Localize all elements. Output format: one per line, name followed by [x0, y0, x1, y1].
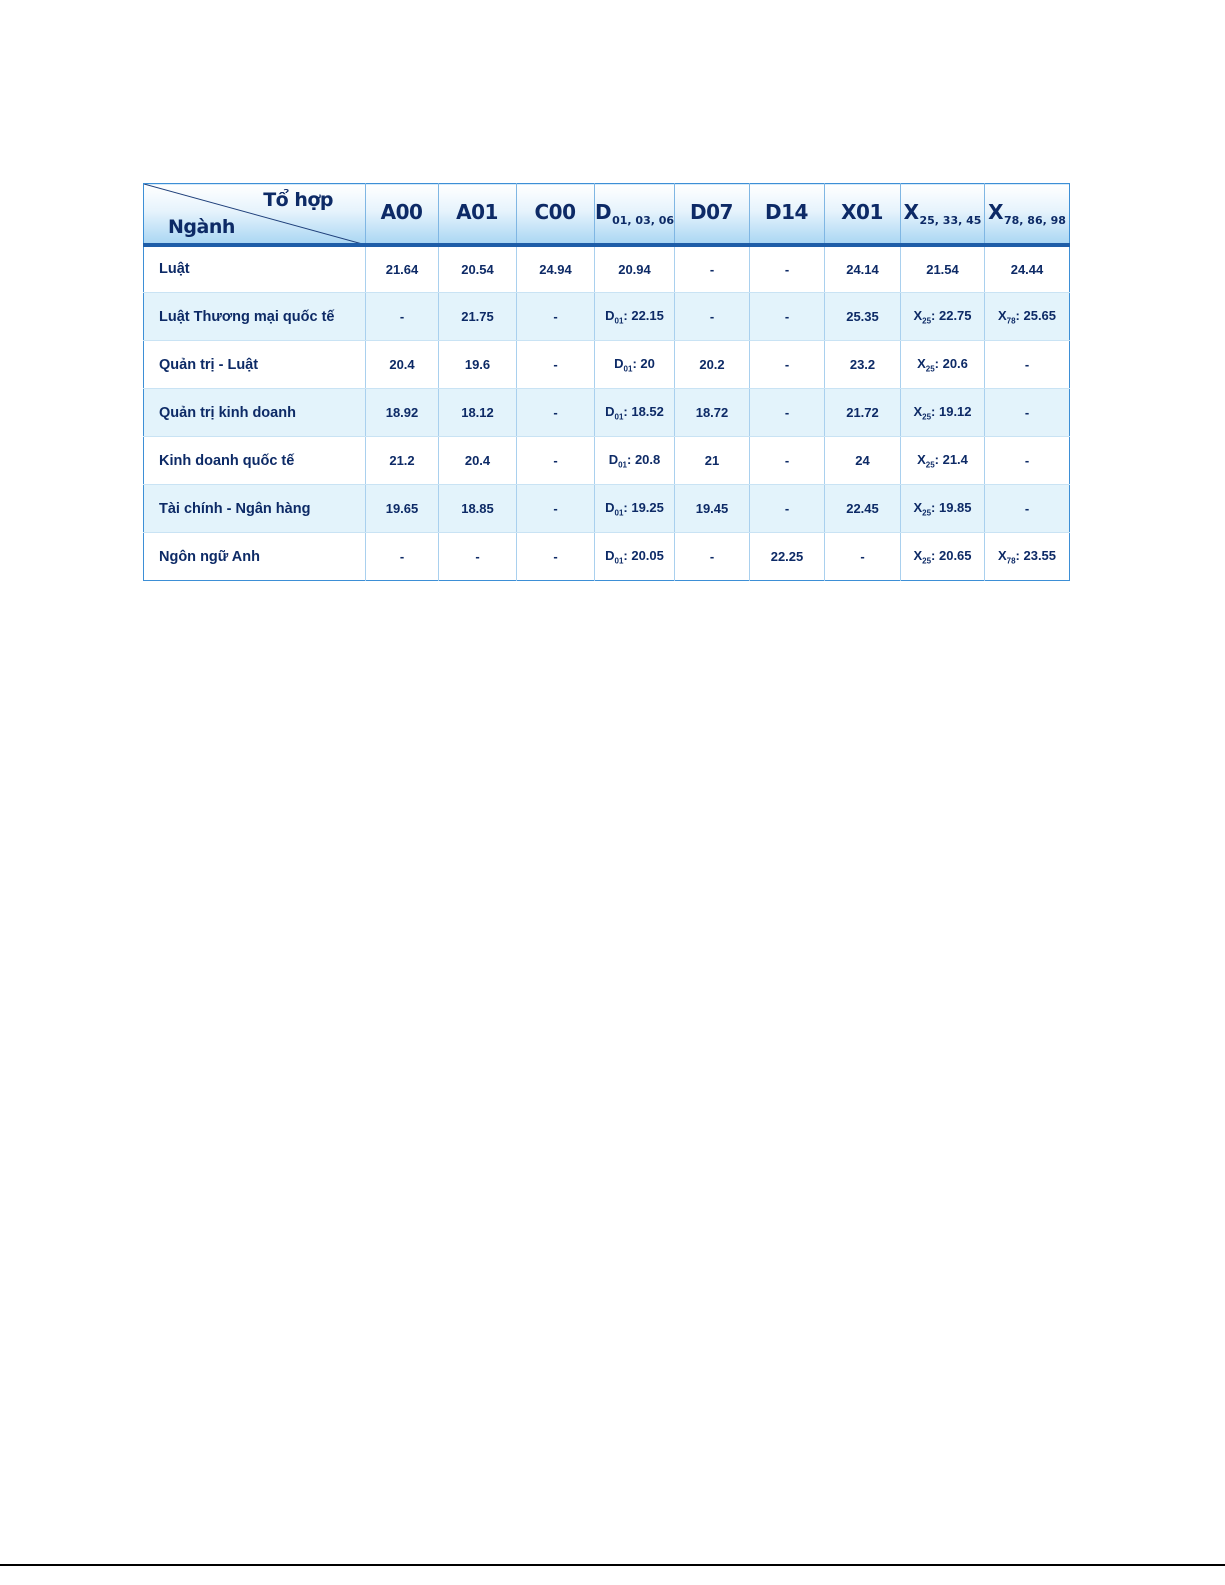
combination-code-subscript: 25 — [925, 364, 935, 374]
score-cell — [595, 437, 675, 485]
table-header-row — [144, 184, 1070, 245]
score-value: - — [784, 261, 790, 277]
score-cell — [366, 533, 439, 581]
score-cell — [750, 245, 825, 293]
score-cell — [985, 341, 1070, 389]
score-value: - — [553, 405, 558, 420]
combination-code: D — [605, 547, 615, 563]
combination-code: D — [605, 403, 615, 419]
score-cell — [825, 437, 901, 485]
score-value: 20.54 — [461, 261, 494, 277]
score-value: 22.25 — [770, 549, 804, 564]
score-value: 18.92 — [385, 405, 419, 420]
score-cell — [366, 245, 439, 293]
combination-code: X — [913, 307, 923, 323]
score-cell — [517, 341, 595, 389]
score-value: : 20.8 — [627, 451, 661, 467]
score-cell — [439, 389, 517, 437]
combination-code-subscript: 01 — [614, 508, 624, 518]
score-cell — [595, 245, 675, 293]
score-cell — [825, 245, 901, 293]
combination-code-subscript: 78 — [1006, 316, 1016, 326]
score-cell — [439, 245, 517, 293]
score-cell — [517, 293, 595, 341]
score-cell — [750, 341, 825, 389]
major-name-cell: Quản trị - Luật — [144, 341, 366, 389]
table-row — [144, 485, 1070, 533]
score-value: - — [784, 309, 790, 324]
combination-code-subscript: 25 — [922, 556, 932, 566]
score-cell — [675, 293, 750, 341]
score-value: 19.6 — [464, 357, 491, 372]
score-cell — [901, 437, 985, 485]
combination-code: X — [913, 499, 923, 515]
page-bottom-rule — [0, 1564, 1225, 1566]
major-name-cell: Quản trị kinh doanh — [144, 389, 366, 437]
score-value: : 23.55 — [1015, 547, 1057, 563]
score-cell — [825, 533, 901, 581]
score-value: - — [784, 405, 790, 420]
score-value: 21.72 — [846, 405, 879, 420]
score-cell — [985, 437, 1070, 485]
score-cell — [825, 485, 901, 533]
score-cell — [750, 533, 825, 581]
score-cell — [595, 389, 675, 437]
major-name-cell: Tài chính - Ngân hàng — [144, 485, 366, 533]
score-cell — [750, 389, 825, 437]
score-cell — [825, 389, 901, 437]
score-value: 18.85 — [461, 501, 494, 516]
major-name-cell: Ngôn ngữ Anh — [144, 533, 366, 581]
combination-code: D — [608, 451, 619, 467]
score-value: : 22.75 — [931, 307, 972, 323]
score-cell — [517, 245, 595, 293]
score-cell — [517, 389, 595, 437]
score-value: : 25.65 — [1015, 307, 1057, 323]
score-value: 20.2 — [699, 357, 725, 372]
score-value: 21.75 — [461, 309, 494, 324]
score-cell — [985, 533, 1070, 581]
score-value: 20.4 — [389, 357, 415, 372]
score-cell — [366, 437, 439, 485]
column-header-d14: D14 — [750, 184, 825, 245]
score-value: - — [399, 309, 405, 324]
score-cell — [985, 485, 1070, 533]
combination-code-subscript: 25 — [922, 316, 932, 326]
score-cell — [517, 437, 595, 485]
score-cell — [366, 389, 439, 437]
score-cell — [595, 485, 675, 533]
score-value: : 20 — [632, 355, 655, 371]
score-cell — [675, 245, 750, 293]
score-cell — [517, 533, 595, 581]
score-value: - — [553, 309, 558, 324]
score-cell — [439, 485, 517, 533]
table-row — [144, 293, 1070, 341]
score-cell — [985, 389, 1070, 437]
score-cell — [750, 437, 825, 485]
corner-header-cell — [144, 184, 366, 245]
major-name-cell: Kinh doanh quốc tế — [144, 437, 366, 485]
combination-header-label: Tổ hợp — [263, 189, 333, 211]
score-value: 24.44 — [1010, 261, 1044, 277]
combination-code-subscript: 25 — [922, 508, 932, 518]
score-cell — [366, 341, 439, 389]
score-value: 21.54 — [926, 261, 959, 277]
score-cell — [366, 485, 439, 533]
score-value: 20.94 — [618, 261, 651, 277]
combination-code: X — [997, 307, 1007, 323]
score-value: - — [860, 549, 865, 564]
score-value: 19.65 — [385, 501, 419, 516]
score-value: - — [784, 357, 790, 372]
score-value: : 20.65 — [931, 547, 972, 563]
column-header-a00: A00 — [366, 184, 439, 245]
combination-code: D — [605, 499, 615, 515]
score-cell — [675, 533, 750, 581]
table-row — [144, 437, 1070, 485]
score-value: - — [553, 453, 558, 468]
score-cell — [675, 437, 750, 485]
score-value: : 19.12 — [931, 403, 972, 419]
score-value: - — [709, 309, 715, 324]
combination-code: D — [614, 355, 624, 371]
column-header-a01: A01 — [439, 184, 517, 245]
admission-score-table — [143, 183, 1070, 581]
score-cell — [901, 485, 985, 533]
score-value: 24 — [855, 453, 870, 468]
major-header-label: Ngành — [168, 215, 235, 238]
score-value: : 19.85 — [931, 499, 972, 515]
major-name-cell: Luật — [144, 245, 366, 293]
table-row — [144, 389, 1070, 437]
column-header-d01-03-06: $D_{01, 03, 06}$ — [595, 184, 675, 245]
table-row — [144, 533, 1070, 581]
score-value: : 19.25 — [623, 499, 664, 515]
score-cell — [901, 389, 985, 437]
table-row — [144, 245, 1070, 293]
table-body — [144, 245, 1070, 581]
combination-code: X — [997, 547, 1007, 563]
score-cell — [595, 533, 675, 581]
score-cell — [901, 293, 985, 341]
score-value: 21.64 — [385, 261, 419, 277]
combination-code-subscript: 01 — [614, 556, 624, 566]
score-value: 18.12 — [461, 405, 494, 420]
score-cell — [675, 389, 750, 437]
score-cell — [439, 341, 517, 389]
combination-code-subscript: 25 — [922, 412, 932, 422]
score-cell — [439, 533, 517, 581]
score-value: - — [1024, 357, 1030, 372]
score-cell — [439, 293, 517, 341]
combination-code: X — [917, 355, 926, 371]
score-cell — [901, 245, 985, 293]
score-value: 22.45 — [846, 501, 879, 516]
score-value: - — [553, 549, 558, 564]
score-value: - — [475, 549, 480, 564]
score-cell — [675, 485, 750, 533]
combination-code: X — [913, 403, 923, 419]
column-header-x01: X01 — [825, 184, 901, 245]
score-value: - — [784, 501, 790, 516]
score-cell — [517, 485, 595, 533]
score-cell — [439, 437, 517, 485]
score-cell — [825, 293, 901, 341]
score-value: 20.4 — [464, 453, 491, 468]
score-value: - — [1024, 405, 1030, 420]
score-cell — [901, 341, 985, 389]
combination-code-subscript: 01 — [614, 316, 624, 326]
score-value: 24.94 — [539, 261, 572, 277]
score-cell — [825, 341, 901, 389]
score-value: : 21.4 — [934, 451, 968, 467]
combination-code-subscript: 01 — [614, 412, 624, 422]
score-cell — [595, 341, 675, 389]
combination-code-subscript: 25 — [925, 460, 935, 470]
score-value: : 18.52 — [623, 403, 664, 419]
score-value: - — [553, 357, 558, 372]
score-value: - — [709, 261, 715, 277]
score-cell — [750, 485, 825, 533]
score-cell — [901, 533, 985, 581]
table-row — [144, 341, 1070, 389]
score-value: - — [1024, 501, 1030, 516]
score-value: - — [1024, 453, 1030, 468]
score-cell — [366, 293, 439, 341]
score-value: : 20.05 — [623, 547, 664, 563]
column-header-c00: C00 — [517, 184, 595, 245]
score-value: 21 — [704, 453, 720, 468]
score-value: 23.2 — [849, 357, 876, 372]
score-value: 24.14 — [846, 261, 879, 277]
score-value: 19.45 — [695, 501, 729, 516]
score-value: 18.72 — [695, 405, 729, 420]
score-value: 25.35 — [846, 309, 879, 324]
score-value: : 20.6 — [934, 355, 968, 371]
score-value: - — [709, 549, 715, 564]
score-value: - — [399, 549, 405, 564]
score-value: - — [784, 453, 790, 468]
score-value: : 22.15 — [623, 307, 664, 323]
combination-code: X — [913, 547, 923, 563]
score-cell — [595, 293, 675, 341]
score-cell — [985, 245, 1070, 293]
score-value: 21.2 — [389, 453, 415, 468]
combination-code-subscript: 78 — [1006, 556, 1016, 566]
score-cell — [675, 341, 750, 389]
major-name-cell: Luật Thương mại quốc tế — [144, 293, 366, 341]
score-value: - — [553, 501, 558, 516]
column-header-x78-86-98: $X_{78, 86, 98}$ — [985, 184, 1070, 245]
combination-code-subscript: 01 — [623, 364, 633, 374]
column-header-d07: D07 — [675, 184, 750, 245]
score-cell — [750, 293, 825, 341]
combination-code: X — [917, 451, 926, 467]
combination-code-subscript: 01 — [618, 460, 628, 470]
column-header-x25-33-45: $X_{25, 33, 45}$ — [901, 184, 985, 245]
score-cell — [985, 293, 1070, 341]
combination-code: D — [605, 307, 615, 323]
